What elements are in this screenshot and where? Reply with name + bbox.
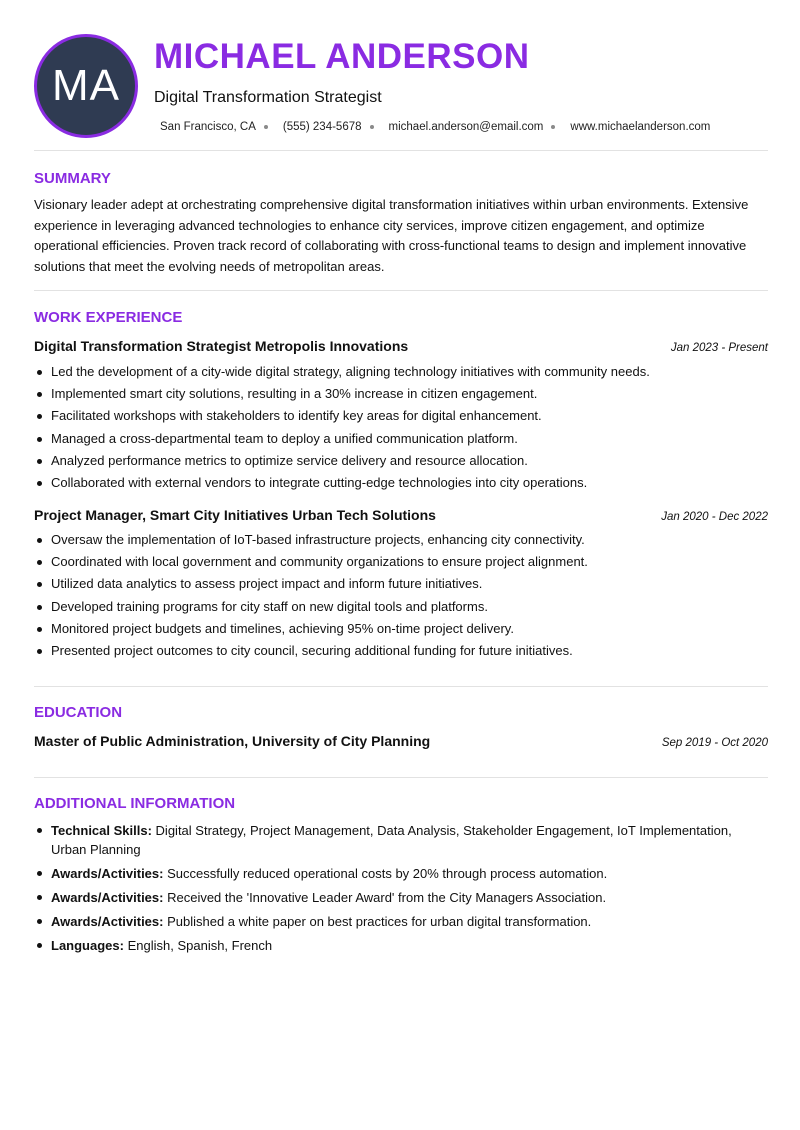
info-label: Awards/Activities: (51, 866, 164, 881)
summary-heading: SUMMARY (34, 170, 111, 187)
list-item: Led the development of a city-wide digital strategy, aligning technology initiatives with community needs. (34, 361, 768, 383)
divider (34, 290, 768, 291)
job-header (34, 338, 768, 354)
avatar-initials: MA (52, 61, 120, 110)
list-item (34, 912, 768, 931)
info-label: Awards/Activities: (51, 890, 164, 905)
divider (34, 777, 768, 778)
contact-website: www.michaelanderson.com (570, 121, 711, 133)
list-item: Monitored project budgets and timelines, achieving 95% on-time project delivery. (34, 618, 768, 640)
work-experience-heading: WORK EXPERIENCE (34, 309, 183, 326)
degree: Master of Public Administration, University of City Planning (34, 733, 431, 749)
contact-email: michael.anderson@email.com (388, 121, 544, 133)
contact-line (160, 121, 710, 133)
list-item: Analyzed performance metrics to optimize service delivery and resource allocation. (34, 450, 768, 472)
list-item (34, 864, 768, 883)
list-item (34, 936, 768, 955)
job-header (34, 507, 768, 523)
resume-header (34, 34, 768, 138)
job-title: Project Manager, Smart City Initiatives Urban Tech Solutions (34, 507, 436, 523)
list-item: Utilized data analytics to assess project impact and inform future initiatives. (34, 573, 768, 595)
separator-dot (551, 125, 555, 129)
additional-info-list (34, 821, 768, 960)
info-text: Digital Strategy, Project Management, Data Analysis, Stakeholder Engagement, IoT Implementation, Urban Planning (51, 823, 732, 857)
info-text: Published a white paper on best practices for urban digital transformation. (167, 914, 592, 929)
education-heading: EDUCATION (34, 704, 123, 721)
avatar (34, 34, 138, 138)
job-date: Jan 2023 - Present (670, 342, 768, 354)
contact-location: San Francisco, CA (160, 121, 256, 133)
job-bullets (34, 361, 768, 494)
list-item (34, 888, 768, 907)
job-date: Jan 2020 - Dec 2022 (661, 511, 768, 523)
list-item: Oversaw the implementation of IoT-based infrastructure projects, enhancing city connectivity. (34, 529, 768, 551)
contact-phone: (555) 234-5678 (282, 121, 362, 133)
list-item (34, 821, 768, 859)
list-item: Collaborated with external vendors to integrate cutting-edge technologies into city operations. (34, 472, 768, 494)
separator-dot (370, 125, 374, 129)
job-bullets (34, 529, 768, 662)
separator-dot (264, 125, 268, 129)
list-item: Developed training programs for city staff on new digital tools and platforms. (34, 596, 768, 618)
summary-text: Visionary leader adept at orchestrating comprehensive digital transformation initiatives within urban environments. Extensive experience in leveraging advanced technologies to enhance city services, improve citizen engagement, and optimize operational efficiencies. Proven track record of collaborating with cross-functional teams to design and implement innovative solutions that meet the evolving needs of metropolitan areas. (34, 197, 749, 274)
education-date: Sep 2019 - Oct 2020 (661, 737, 768, 749)
candidate-name: MICHAEL ANDERSON (154, 37, 530, 76)
additional-info-heading: ADDITIONAL INFORMATION (34, 795, 236, 812)
list-item: Facilitated workshops with stakeholders to identify key areas for digital enhancement. (34, 405, 768, 427)
info-text: English, Spanish, French (127, 938, 273, 953)
divider (34, 686, 768, 687)
info-label: Languages: (51, 938, 124, 953)
info-label: Technical Skills: (51, 823, 152, 838)
divider (34, 150, 768, 151)
list-item: Implemented smart city solutions, resulting in a 30% increase in citizen engagement. (34, 383, 768, 405)
info-text: Successfully reduced operational costs by 20% through process automation. (167, 866, 608, 881)
list-item: Managed a cross-departmental team to deploy a unified communication platform. (34, 428, 768, 450)
list-item: Coordinated with local government and community organizations to ensure project alignment. (34, 551, 768, 573)
education-entry (34, 733, 768, 749)
job-title: Digital Transformation Strategist Metropolis Innovations (34, 338, 409, 354)
list-item: Presented project outcomes to city council, securing additional funding for future initiatives. (34, 640, 768, 662)
info-label: Awards/Activities: (51, 914, 164, 929)
info-text: Received the 'Innovative Leader Award' from the City Managers Association. (167, 890, 607, 905)
candidate-title: Digital Transformation Strategist (154, 89, 382, 106)
